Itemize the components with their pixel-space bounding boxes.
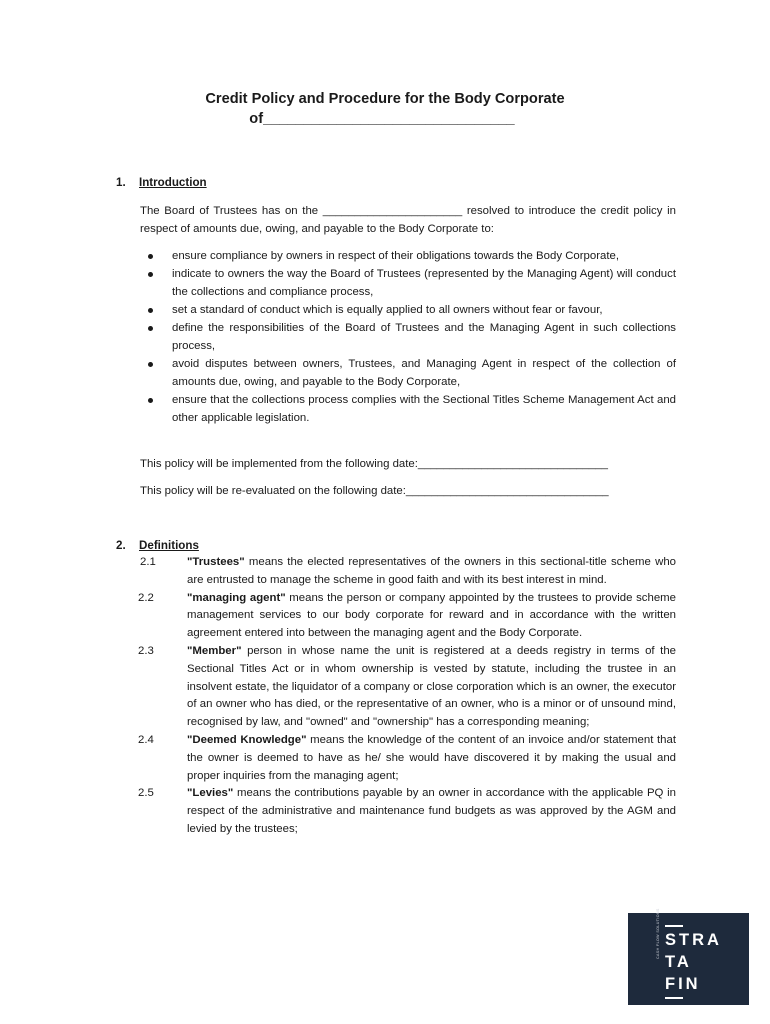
logo-bottom-rule <box>665 997 683 999</box>
reevaluation-date-line: This policy will be re-evaluated on the following date:________________________________ <box>140 485 609 497</box>
definition-text: person in whose name the unit is registered at a deeds registry in terms of the Sectional Titles Act or in whom ownership is vested by statute, including the trustee in an insolvent estate, the liquidator of a company or close corporation which is an owner, the executor of an owner who has died, or the representative of an owner, who is a minor or of unsound mind, recognised by law, and "owned" and "ownership" has a corresponding meaning; <box>187 644 676 729</box>
logo-tagline: CASH FLOW SOLUTIONS <box>656 908 660 959</box>
bullet-icon <box>148 254 153 259</box>
definition-text: means the knowledge of the content of an invoice and/or statement that the owner is deemed to have as he/ she would have discovered it by making the usual and proper inquiries from the managing agent; <box>187 733 676 782</box>
definition-text: means the person or company appointed by the trustees to provide scheme management services to our body corporate for reward and in accordance with the written agreement entered into between the managing agent and the Body Corporate. <box>187 591 676 640</box>
definition-term: "Levies" <box>187 787 234 800</box>
intro-paragraph: The Board of Trustees has on the ______________________ resolved to introduce the credit policy in respect of amounts due, owing, and payable to the Body Corporate to: <box>140 205 676 235</box>
definition-text: means the elected representatives of the owners in this sectional-title scheme who are entrusted to manage the scheme in good faith and with its best interest in mind. <box>187 556 676 586</box>
bullet-icon <box>148 326 153 331</box>
section-1-number: 1. <box>116 176 126 189</box>
list-item: ensure compliance by owners in respect of their obligations towards the Body Corporate, <box>148 247 676 265</box>
section-2-number: 2. <box>116 539 126 552</box>
definition-term: "Deemed Knowledge" <box>187 733 307 746</box>
definition-number: 2.3 <box>138 644 154 657</box>
definition-number: 2.2 <box>138 591 154 604</box>
definition-item <box>140 732 676 785</box>
definition-item <box>140 554 676 590</box>
logo-word-1: STRA <box>665 931 722 949</box>
definition-term: "managing agent" <box>187 591 286 604</box>
definitions-list <box>140 554 676 839</box>
definition-item <box>140 643 676 732</box>
list-item: define the responsibilities of the Board of Trustees and the Managing Agent in such collections process, <box>148 319 676 355</box>
bullet-icon <box>148 308 153 313</box>
definition-number: 2.1 <box>140 556 156 568</box>
title-line-2: of_______________________________ <box>249 111 515 127</box>
list-item: set a standard of conduct which is equally applied to all owners without fear or favour, <box>148 301 676 319</box>
definition-term: "Member" <box>187 644 242 657</box>
logo-top-rule <box>665 925 683 927</box>
section-2-title: Definitions <box>139 539 199 552</box>
document-title <box>0 89 770 129</box>
implementation-date-line: This policy will be implemented from the following date:______________________________ <box>140 458 608 470</box>
bullet-icon <box>148 362 153 367</box>
section-2-heading <box>116 539 199 552</box>
objectives-list <box>148 247 676 427</box>
logo-word-3: FIN <box>665 975 701 993</box>
list-item: ensure that the collections process complies with the Sectional Titles Scheme Management Act and other applicable legislation. <box>148 391 676 427</box>
list-item: avoid disputes between owners, Trustees, and Managing Agent in respect of the collection of amounts due, owing, and payable to the Body Corporate, <box>148 355 676 391</box>
bullet-icon <box>148 398 153 403</box>
section-1-title: Introduction <box>139 176 207 189</box>
section-1-heading <box>116 176 207 189</box>
definition-term: "Trustees" <box>187 556 245 568</box>
definition-item <box>140 590 676 643</box>
logo-word-2: TA <box>665 953 692 971</box>
definition-number: 2.5 <box>138 787 154 800</box>
bullet-icon <box>148 272 153 277</box>
definition-number: 2.4 <box>138 733 154 746</box>
stratafin-logo <box>628 908 749 1005</box>
definition-text: means the contributions payable by an owner in accordance with the applicable PQ in respect of the administrative and maintenance fund budgets as was approved by the AGM and levied by the trustees; <box>187 787 676 835</box>
list-item: indicate to owners the way the Board of Trustees (represented by the Managing Agent) will conduct the collections and compliance process, <box>148 265 676 301</box>
title-line-1: Credit Policy and Procedure for the Body Corporate <box>205 91 565 107</box>
definition-item <box>140 785 676 838</box>
